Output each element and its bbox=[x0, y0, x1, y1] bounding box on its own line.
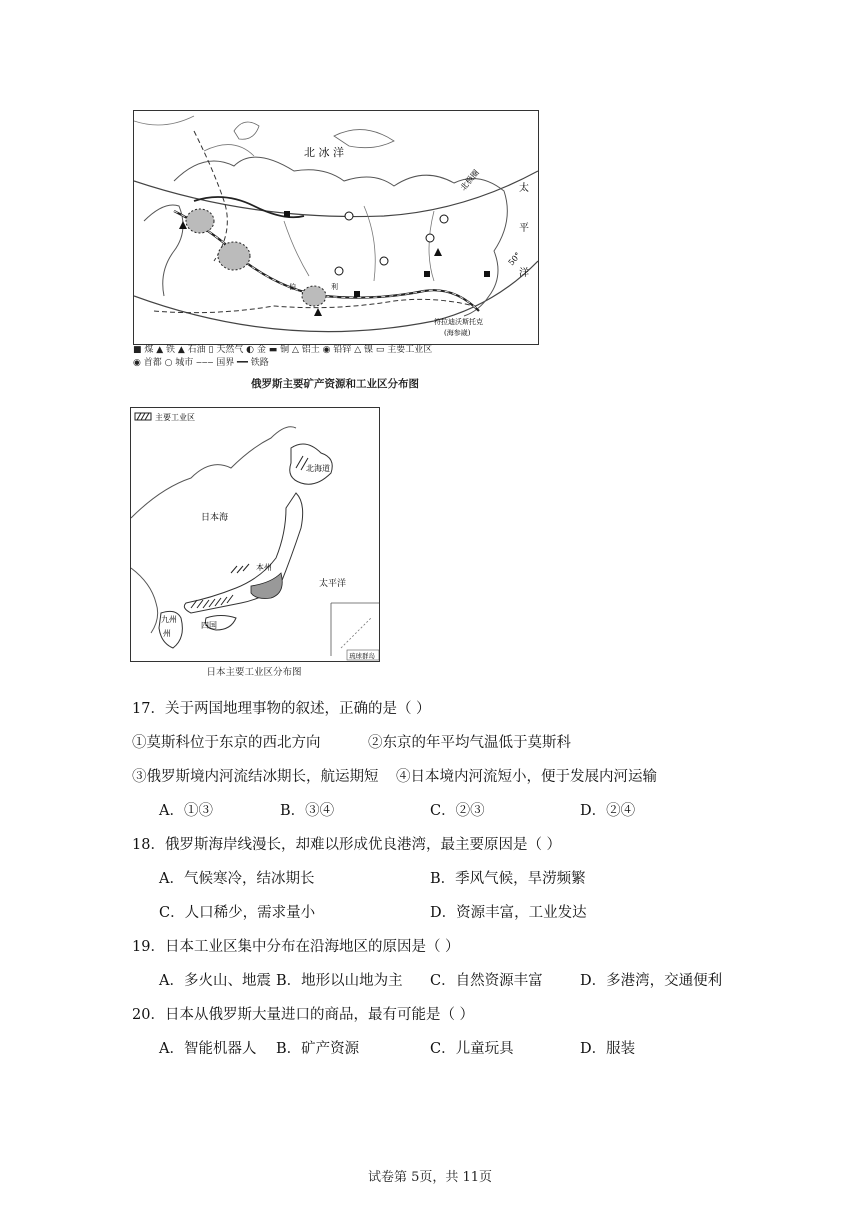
label-pacific-1: 太 bbox=[519, 183, 529, 194]
question-17-statement-3: ③俄罗斯境内河流结冰期长，航运期短 bbox=[132, 769, 379, 785]
label-shikoku: 四国 bbox=[201, 621, 217, 630]
question-17-option-c[interactable]: C．②③ bbox=[430, 803, 485, 819]
question-17-statement-4: ④日本境内河流短小，便于发展内河运输 bbox=[396, 769, 657, 785]
question-19-option-d[interactable]: D．多港湾，交通便利 bbox=[580, 973, 723, 989]
question-20-option-a[interactable]: A．智能机器人 bbox=[159, 1041, 257, 1057]
question-20-stem: 20．日本从俄罗斯大量进口的商品，最有可能是（ ） bbox=[132, 1007, 475, 1023]
question-19-stem: 19．日本工业区集中分布在沿海地区的原因是（ ） bbox=[132, 939, 460, 955]
label-kyushu-2: 州 bbox=[163, 629, 171, 638]
question-20-option-d[interactable]: D．服装 bbox=[580, 1041, 636, 1057]
russia-map-legend bbox=[133, 344, 553, 370]
label-lat50: 50° bbox=[506, 250, 523, 268]
label-arctic-ocean: 北 冰 洋 bbox=[304, 146, 344, 159]
question-17-option-b[interactable]: B．③④ bbox=[280, 803, 335, 819]
legend-row-symbols: ◉ 首都 ○ 城市 ‒‒‒ 国界 ━━ 铁路 bbox=[133, 358, 269, 368]
question-17-stem: 17．关于两国地理事物的叙述，正确的是（ ） bbox=[132, 701, 431, 717]
question-20-option-b[interactable]: B．矿产资源 bbox=[276, 1041, 360, 1057]
label-pacific-2: 平 bbox=[519, 223, 529, 234]
russia-map-caption: 俄罗斯主要矿产资源和工业区分布图 bbox=[251, 378, 419, 390]
question-17-option-a[interactable]: A．①③ bbox=[159, 803, 213, 819]
label-arctic-circle: 北极圈 bbox=[458, 168, 481, 193]
legend-row-resources: ■ 煤 ▲ 铁 ▲ 石油 ▯ 天然气 ◐ 金 ▬ 铜 △ 铝土 ◉ 铅锌 △ 镍 ▭ 主要工业区 bbox=[133, 345, 433, 355]
label-honshu: 本州 bbox=[256, 563, 272, 572]
question-18-option-d[interactable]: D．资源丰富，工业发达 bbox=[430, 905, 587, 921]
question-20-option-c[interactable]: C．儿童玩具 bbox=[430, 1041, 514, 1057]
label-kyushu: 九州 bbox=[161, 615, 177, 624]
label-pacific-3: 洋 bbox=[519, 268, 529, 279]
label-vladivostok-alt: (海参崴) bbox=[444, 329, 471, 337]
question-19-option-c[interactable]: C．自然资源丰富 bbox=[430, 973, 543, 989]
label-vladivostok: 符拉迪沃斯托克 bbox=[434, 318, 483, 326]
label-sea-of-japan: 日本海 bbox=[201, 513, 229, 523]
question-17-option-d[interactable]: D．②④ bbox=[580, 803, 636, 819]
question-18-stem: 18．俄罗斯海岸线漫长，却难以形成优良港湾，最主要原因是（ ） bbox=[132, 837, 562, 853]
label-ryukyu: 琉球群岛 bbox=[349, 652, 375, 660]
question-17-statement-1: ①莫斯科位于东京的西北方向 bbox=[132, 735, 321, 751]
question-17-statement-2: ②东京的年平均气温低于莫斯科 bbox=[368, 735, 571, 751]
russia-map-graphic bbox=[134, 111, 538, 344]
japan-map-caption: 日本主要工业区分布图 bbox=[206, 667, 302, 678]
question-18-option-b[interactable]: B．季风气候，旱涝频繁 bbox=[430, 871, 586, 887]
question-18-option-c[interactable]: C．人口稀少，需求量小 bbox=[159, 905, 316, 921]
question-18-option-a[interactable]: A．气候寒冷，结冰期长 bbox=[159, 871, 315, 887]
label-river-2: 利 bbox=[331, 283, 338, 291]
question-19-option-a[interactable]: A．多火山、地震 bbox=[159, 973, 271, 989]
page-footer: 试卷第 5页，共 11页 bbox=[367, 1170, 493, 1185]
legend-industry-label: 主要工业区 bbox=[155, 413, 195, 422]
label-pacific: 太平洋 bbox=[319, 579, 347, 589]
japan-map-graphic bbox=[131, 408, 379, 661]
japan-industry-map bbox=[130, 407, 380, 662]
label-river-1: 伯 bbox=[289, 283, 296, 291]
russia-resource-map bbox=[133, 110, 539, 345]
label-hokkaido: 北海道 bbox=[306, 464, 330, 473]
question-19-option-b[interactable]: B．地形以山地为主 bbox=[276, 973, 403, 989]
